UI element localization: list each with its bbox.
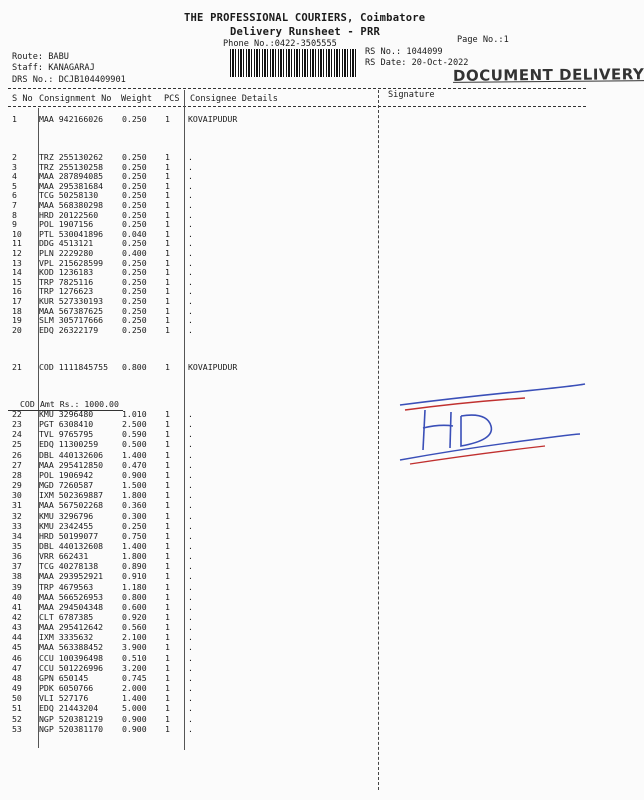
row-weight: 0.745 [122,672,147,683]
row-consignment: SLM 305717666 [39,315,104,326]
row-pcs: 1 [165,209,170,220]
row-pcs: 1 [165,581,170,592]
col-header-consignee: Consignee Details [190,94,278,104]
row-sno: 14 [12,267,22,278]
row-weight: 0.400 [122,248,147,258]
row-pcs: 1 [165,315,170,326]
row-pcs: 1 [165,219,170,230]
sheet-title: Delivery Runsheet - PRR [230,26,380,38]
row-pcs: 1 [165,257,170,268]
row-consignee: . [188,248,193,258]
row-sno: 5 [12,180,17,191]
row-consignee: . [188,703,193,714]
cod-rule [8,410,123,411]
col-header-sno: S No [12,94,33,104]
row-pcs: 1 [165,324,170,335]
row-consignee: . [188,267,193,278]
row-sno: 28 [12,469,22,480]
row-sno: 31 [12,500,22,511]
row-consignee: . [188,642,193,653]
row-sno: 39 [12,581,22,592]
row-pcs: 1 [165,723,170,734]
row-pcs: 1 [165,713,170,724]
row-consignee: . [188,439,193,450]
row-pcs: 1 [165,449,170,460]
row-sno: 46 [12,652,22,663]
row-consignee: . [188,551,193,562]
row-sno: 40 [12,591,22,602]
col-header-signature: Signature [388,90,435,100]
row-consignee: . [188,622,193,633]
row-weight: 0.750 [122,530,147,541]
header-bottom-rule [8,106,586,107]
row-consignee: . [188,449,193,460]
row-pcs: 1 [165,161,170,172]
row-consignee: . [188,228,193,239]
row-pcs: 1 [165,571,170,582]
row-weight: 0.250 [122,324,147,335]
cod-label: COD [20,399,35,409]
drs-number: DRS No.: DCJB104409901 [12,75,126,85]
row-sno: 11 [12,238,22,249]
row-pcs: 1 [165,683,170,694]
row-consignment: VLI 527176 [39,693,89,704]
row-consignment: MAA 567387625 [39,305,104,316]
row-sno: 47 [12,662,22,673]
staff: Staff: KANAGARAJ [12,63,95,73]
row-weight: 0.360 [122,500,147,511]
row-pcs: 1 [165,267,170,278]
row-consignee: . [188,324,193,335]
row-weight: 5.000 [122,703,147,714]
row-pcs: 1 [165,228,170,239]
row-weight: 1.010 [122,409,147,419]
row-weight: 0.250 [122,190,147,201]
row-consignment: EDQ 26322179 [39,324,99,335]
row-consignee: . [188,419,193,430]
row-consignee: . [188,180,193,191]
row-consignee: . [188,530,193,541]
row-sno: 45 [12,642,22,653]
row-sno: 16 [12,286,22,297]
row-pcs: 1 [165,409,170,419]
row-weight: 1.400 [122,449,147,460]
row-weight: 0.250 [122,238,147,249]
row-consignee: . [188,429,193,440]
row-consignment: TCG 50258130 [39,190,99,201]
row-weight: 0.250 [122,209,147,220]
row-pcs: 1 [165,561,170,572]
row-pcs: 1 [165,601,170,612]
row-consignment: DDG 4513121 [39,238,94,249]
row-consignee: . [188,540,193,551]
rule-signature [378,90,379,790]
row-weight: 0.500 [122,439,147,450]
row-pcs: 1 [165,200,170,210]
row-consignee: . [188,601,193,612]
row-pcs: 1 [165,286,170,297]
row-consignee: . [188,409,193,419]
row-consignment: POL 1906942 [39,469,94,480]
row-pcs: 1 [165,429,170,440]
row-sno: 25 [12,439,22,450]
row-consignee: . [188,591,193,602]
row-pcs: 1 [165,171,170,182]
row-pcs: 1 [165,439,170,450]
row-pcs: 1 [165,622,170,633]
row-weight: 0.040 [122,228,147,239]
row-pcs: 1 [165,114,170,124]
row-consignee: . [188,286,193,297]
row-sno: 17 [12,296,22,306]
row-sno: 49 [12,683,22,694]
row-weight: 0.890 [122,561,147,572]
row-consignee: . [188,632,193,643]
row-weight: 0.900 [122,723,147,734]
row-weight: 2.000 [122,683,147,694]
row-consignee: . [188,693,193,704]
row-consignee: . [188,171,193,182]
row-weight: 1.400 [122,540,147,551]
row-pcs: 1 [165,612,170,622]
rule-consignee [184,90,185,750]
row-weight: 2.100 [122,632,147,643]
row-consignment: IXM 3335632 [39,632,94,643]
row-weight: 1.800 [122,551,147,562]
row-sno: 18 [12,305,22,316]
row-sno: 30 [12,490,22,501]
route: Route: BABU [12,52,69,62]
row-consignee: . [188,296,193,306]
row-pcs: 1 [165,459,170,470]
row-consignee: . [188,500,193,511]
row-sno: 41 [12,601,22,612]
row-consignment: KOD 1236183 [39,267,94,278]
row-weight: 0.920 [122,612,147,622]
row-sno: 9 [12,219,17,230]
row-weight: 0.510 [122,652,147,663]
row-weight: 0.250 [122,520,147,531]
row-pcs: 1 [165,520,170,531]
row-consignment: MAA 295381684 [39,180,104,191]
row-consignee: . [188,190,193,201]
row-consignee: . [188,723,193,734]
row-consignment: COD 1111845755 [39,362,109,372]
row-consignment: CLT 6787385 [39,612,94,622]
row-consignee: . [188,713,193,724]
col-header-weight: Weight [121,94,153,104]
row-weight: 2.500 [122,419,147,430]
row-consignment: KMU 3296480 [39,409,94,419]
row-sno: 22 [12,409,22,419]
row-weight: 3.900 [122,642,147,653]
row-weight: 0.250 [122,152,147,162]
row-sno: 43 [12,622,22,633]
row-weight: 0.470 [122,459,147,470]
row-consignment: DBL 440132606 [39,449,104,460]
row-sno: 34 [12,530,22,541]
row-pcs: 1 [165,419,170,430]
row-consignment: MAA 295412850 [39,459,104,470]
row-consignee: . [188,209,193,220]
row-consignment: MAA 567502268 [39,500,104,511]
row-consignment: NGP 520381170 [39,723,104,734]
row-weight: 0.900 [122,469,147,480]
document-delivery-stamp: DOCUMENT DELIVERY [452,65,644,85]
row-sno: 8 [12,209,17,220]
row-sno: 53 [12,723,22,734]
row-weight: 0.250 [122,315,147,326]
row-consignee: . [188,520,193,531]
row-pcs: 1 [165,305,170,316]
row-consignment: HRD 20122560 [39,209,99,220]
row-weight: 0.250 [122,114,147,124]
row-consignee: . [188,219,193,230]
row-consignment: MAA 294504348 [39,601,104,612]
row-weight: 0.250 [122,296,147,306]
row-weight: 0.250 [122,200,147,210]
row-consignee: . [188,683,193,694]
row-pcs: 1 [165,591,170,602]
row-consignee: . [188,315,193,326]
row-pcs: 1 [165,642,170,653]
row-consignment: TRP 1276623 [39,286,94,297]
row-consignment: DBL 440132608 [39,540,104,551]
row-consignment: EDQ 11300259 [39,439,99,450]
row-consignee: . [188,257,193,268]
row-pcs: 1 [165,500,170,511]
row-sno: 1 [12,114,17,124]
row-sno: 4 [12,171,17,182]
row-pcs: 1 [165,480,170,491]
row-weight: 0.250 [122,276,147,287]
row-sno: 23 [12,419,22,430]
row-consignment: PDK 6050766 [39,683,94,694]
row-consignment: PTL 530041896 [39,228,104,239]
row-weight: 0.250 [122,171,147,182]
row-consignment: POL 1907156 [39,219,94,230]
row-sno: 6 [12,190,17,201]
row-weight: 0.560 [122,622,147,633]
row-pcs: 1 [165,296,170,306]
row-consignment: KMU 2342455 [39,520,94,531]
row-weight: 1.180 [122,581,147,592]
row-sno: 26 [12,449,22,460]
row-pcs: 1 [165,672,170,683]
row-sno: 13 [12,257,22,268]
row-weight: 0.800 [122,591,147,602]
rs-date: RS Date: 20-Oct-2022 [365,58,469,68]
row-consignment: MGD 7260587 [39,480,94,491]
row-pcs: 1 [165,652,170,663]
row-consignee: . [188,276,193,287]
row-weight: 1.800 [122,490,147,501]
row-weight: 0.910 [122,571,147,582]
row-sno: 48 [12,672,22,683]
row-weight: 0.250 [122,257,147,268]
row-consignee: KOVAIPUDUR [188,362,238,372]
row-pcs: 1 [165,469,170,480]
row-sno: 37 [12,561,22,572]
row-consignment: MAA 293952921 [39,571,104,582]
row-weight: 3.200 [122,662,147,673]
row-pcs: 1 [165,510,170,521]
row-consignee: . [188,200,193,210]
row-consignment: MAA 566526953 [39,591,104,602]
cod-amount: Amt Rs.: 1000.00 [40,399,119,409]
row-sno: 27 [12,459,22,470]
row-weight: 0.250 [122,219,147,230]
row-consignment: PLN 2229280 [39,248,94,258]
rs-number: RS No.: 1044099 [365,47,443,57]
row-pcs: 1 [165,276,170,287]
row-weight: 0.590 [122,429,147,440]
row-consignee: . [188,305,193,316]
row-weight: 0.250 [122,305,147,316]
row-consignee: . [188,581,193,592]
row-sno: 42 [12,612,22,622]
row-consignee: . [188,571,193,582]
row-consignee: . [188,490,193,501]
row-consignment: MAA 287894085 [39,171,104,182]
row-consignment: HRD 50199077 [39,530,99,541]
row-consignee: . [188,612,193,622]
header-top-rule [8,88,586,89]
phone-number: Phone No.:0422-3505555 [223,39,337,49]
company-title: THE PROFESSIONAL COURIERS, Coimbatore [184,12,426,24]
barcode [230,49,358,77]
row-consignment: TRP 7825116 [39,276,94,287]
row-consignee: . [188,652,193,663]
row-sno: 44 [12,632,22,643]
row-consignment: MAA 563388452 [39,642,104,653]
row-consignment: KUR 527330193 [39,296,104,306]
row-weight: 0.250 [122,180,147,191]
row-consignee: . [188,152,193,162]
row-pcs: 1 [165,632,170,643]
row-consignee: . [188,469,193,480]
row-sno: 2 [12,152,17,162]
row-consignment: EDQ 21443204 [39,703,99,714]
row-pcs: 1 [165,540,170,551]
row-pcs: 1 [165,551,170,562]
row-sno: 51 [12,703,22,714]
row-consignment: MAA 295412642 [39,622,104,633]
row-weight: 0.600 [122,601,147,612]
row-consignment: KMU 3296796 [39,510,94,521]
row-consignment: GPN 650145 [39,672,89,683]
row-sno: 21 [12,362,22,372]
col-header-pcs: PCS [164,94,180,104]
row-pcs: 1 [165,693,170,704]
row-consignee: . [188,662,193,673]
row-pcs: 1 [165,238,170,249]
row-pcs: 1 [165,180,170,191]
row-pcs: 1 [165,490,170,501]
row-sno: 15 [12,276,22,287]
row-consignment: VRR 662431 [39,551,89,562]
row-consignment: TVL 9765795 [39,429,94,440]
row-weight: 0.250 [122,161,147,172]
row-weight: 1.400 [122,693,147,704]
row-sno: 12 [12,248,22,258]
row-consignee: KOVAIPUDUR [188,114,238,124]
row-consignment: MAA 568380298 [39,200,104,210]
row-sno: 50 [12,693,22,704]
row-sno: 29 [12,480,22,491]
row-pcs: 1 [165,530,170,541]
row-sno: 10 [12,228,22,239]
row-sno: 24 [12,429,22,440]
row-weight: 1.500 [122,480,147,491]
row-pcs: 1 [165,152,170,162]
row-consignment: CCU 501226996 [39,662,104,673]
row-weight: 0.250 [122,267,147,278]
row-sno: 35 [12,540,22,551]
row-consignment: TCG 40278138 [39,561,99,572]
row-consignment: CCU 100396498 [39,652,104,663]
row-consignment: MAA 942166026 [39,114,104,124]
row-pcs: 1 [165,190,170,201]
row-sno: 33 [12,520,22,531]
row-pcs: 1 [165,362,170,372]
row-consignment: NGP 520381219 [39,713,104,724]
row-weight: 0.300 [122,510,147,521]
row-consignee: . [188,510,193,521]
row-pcs: 1 [165,248,170,258]
row-consignment: VPL 215628599 [39,257,104,268]
row-pcs: 1 [165,703,170,714]
page-number: Page No.:1 [457,35,509,45]
row-consignee: . [188,161,193,172]
handwritten-signature [395,380,595,470]
row-consignment: IXM 502369887 [39,490,104,501]
row-consignment: TRP 4679563 [39,581,94,592]
row-pcs: 1 [165,662,170,673]
row-weight: 0.800 [122,362,147,372]
row-sno: 38 [12,571,22,582]
row-weight: 0.250 [122,286,147,297]
row-sno: 36 [12,551,22,562]
row-sno: 20 [12,324,22,335]
row-sno: 32 [12,510,22,521]
row-consignment: PGT 6308410 [39,419,94,430]
row-sno: 52 [12,713,22,724]
row-consignee: . [188,459,193,470]
col-header-consignment: Consignment No [39,94,112,104]
row-consignment: TRZ 255130258 [39,161,104,172]
row-sno: 7 [12,200,17,210]
row-consignment: TRZ 255130262 [39,152,104,162]
row-sno: 19 [12,315,22,326]
row-consignee: . [188,561,193,572]
row-consignee: . [188,238,193,249]
row-consignee: . [188,480,193,491]
row-consignee: . [188,672,193,683]
row-sno: 3 [12,161,17,172]
row-weight: 0.900 [122,713,147,724]
